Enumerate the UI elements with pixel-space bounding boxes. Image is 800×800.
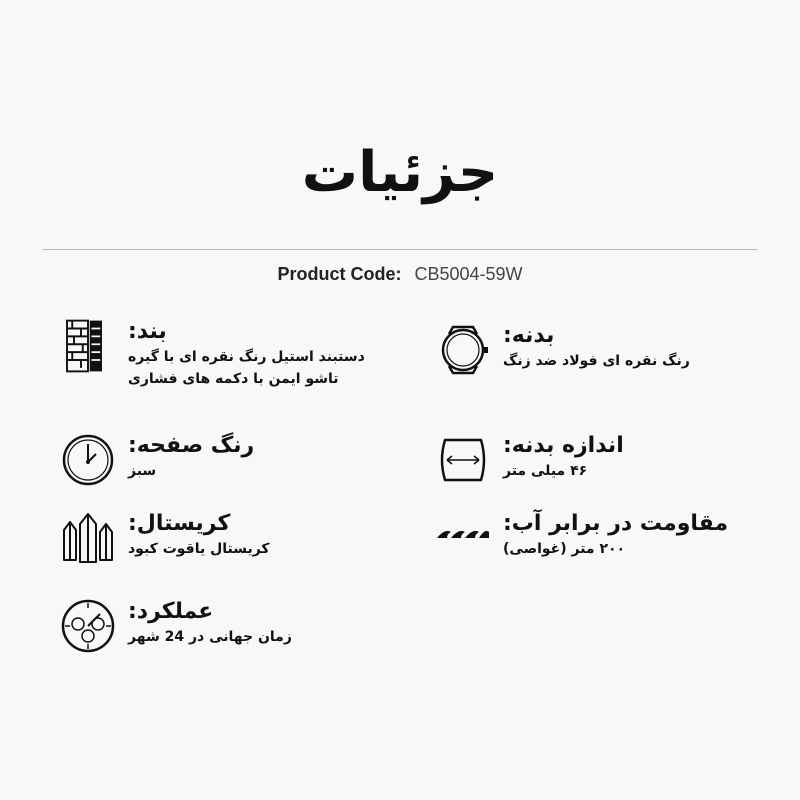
spec-case-size-text bbox=[503, 432, 765, 482]
product-code-label: Product Code: bbox=[277, 264, 402, 284]
spec-crystal-title: کریستال: bbox=[128, 511, 231, 536]
spec-function bbox=[60, 598, 390, 668]
spec-crystal bbox=[60, 510, 390, 580]
spec-crystal-desc: کریستال یاقوت کبود bbox=[128, 541, 270, 557]
clock-dial-icon bbox=[60, 432, 116, 488]
spec-function-text bbox=[128, 598, 390, 648]
spec-dial-text bbox=[128, 432, 390, 482]
page-title: جزئیات bbox=[301, 140, 499, 205]
spec-band-title: بند: bbox=[128, 319, 167, 344]
spec-water-desc: ۲۰۰ متر (غواصی) bbox=[503, 541, 626, 557]
chronograph-icon bbox=[60, 598, 116, 654]
spec-case-text bbox=[503, 322, 765, 372]
spec-water-text bbox=[503, 510, 765, 560]
spec-case-size bbox=[435, 432, 765, 502]
spec-dial-title: رنگ صفحه: bbox=[128, 433, 255, 458]
spec-band bbox=[60, 318, 380, 388]
spec-band-desc-1: دستبند استیل رنگ نقره ای با گیره bbox=[128, 349, 365, 365]
spec-function-title: عملکرد: bbox=[128, 599, 214, 624]
case-size-icon bbox=[435, 432, 491, 488]
divider bbox=[42, 249, 758, 250]
spec-function-desc: زمان جهانی در 24 شهر bbox=[128, 629, 292, 645]
water-wave-icon bbox=[435, 510, 491, 566]
spec-case-size-title: اندازه بدنه: bbox=[503, 433, 624, 458]
spec-dial-desc: سبز bbox=[128, 463, 157, 479]
spec-band-desc-2: تاشو ایمن با دکمه های فشاری bbox=[128, 371, 339, 387]
band-icon bbox=[60, 318, 116, 374]
product-code bbox=[0, 264, 800, 285]
spec-case-title: بدنه: bbox=[503, 323, 555, 348]
spec-case-size-desc: ۴۶ میلی متر bbox=[503, 463, 588, 479]
spec-dial bbox=[60, 432, 390, 502]
spec-case-desc: رنگ نقره ای فولاد ضد زنگ bbox=[503, 353, 690, 369]
spec-crystal-text bbox=[128, 510, 390, 560]
product-code-value: CB5004-59W bbox=[414, 264, 523, 284]
crystal-icon bbox=[60, 510, 116, 566]
spec-case bbox=[435, 322, 765, 392]
watch-case-icon bbox=[435, 322, 491, 378]
spec-water-title: مقاومت در برابر آب: bbox=[503, 511, 729, 536]
spec-band-text bbox=[128, 318, 380, 390]
spec-water bbox=[435, 510, 765, 580]
